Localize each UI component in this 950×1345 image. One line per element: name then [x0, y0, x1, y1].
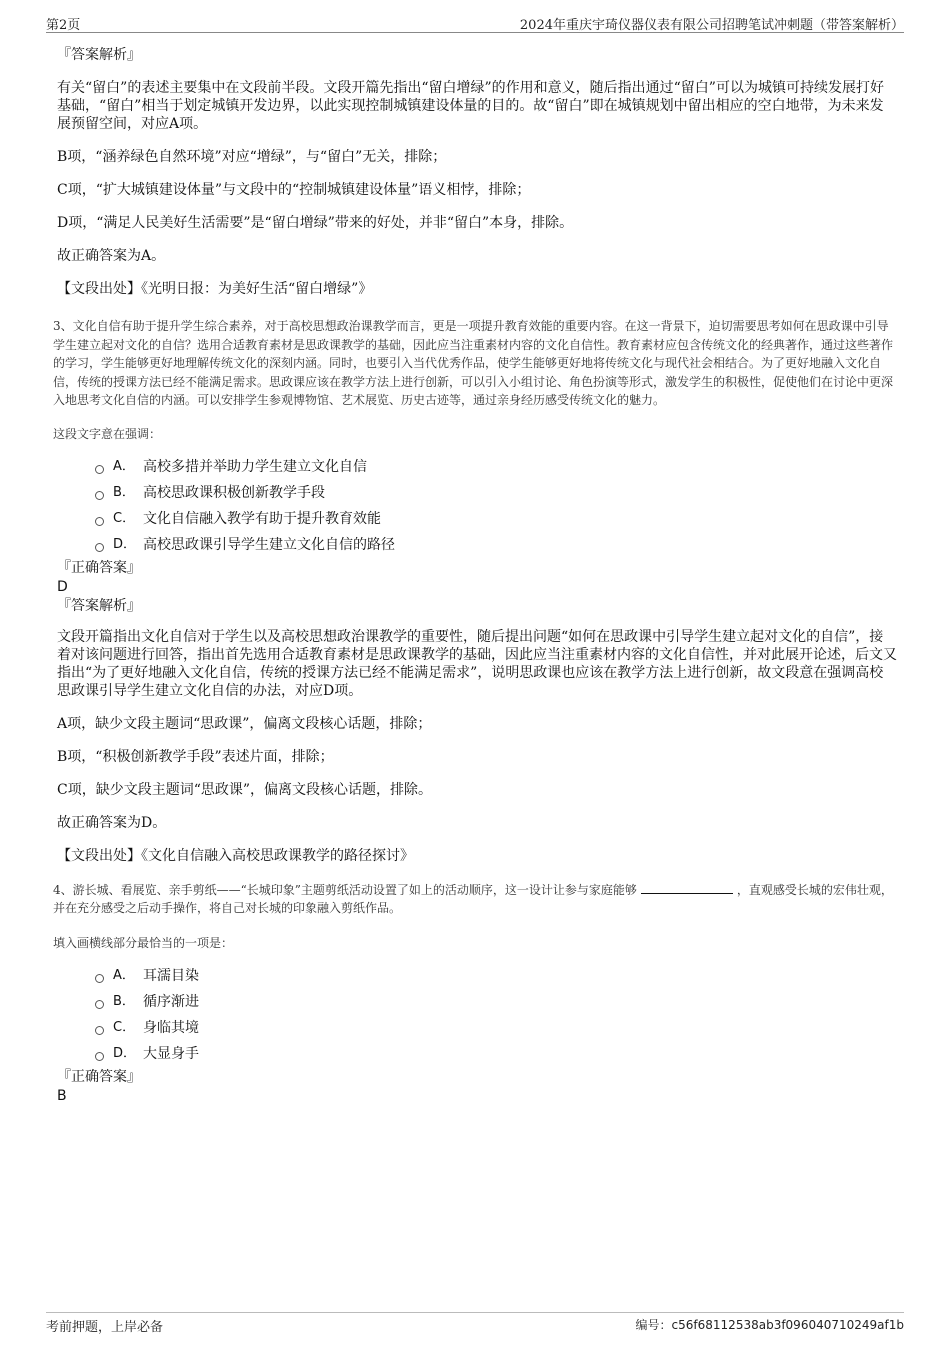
q3-stem: 3、文化自信有助于提升学生综合素养，对于高校思想政治课教学而言，更是一项提升教育效能的重要内容。在这一背景下，迫切需要思考如何在思政课中引导学生建立起对文化的自信？选用合适教育素材是思政课教学的基础，因此应当注重素材内容的文化自信性。教育素材应包含传统文化的经典著作，通过这些著作的学习，学生能够更好地理解传统文化的深刻内涵。同时，也要引入当代优秀作品，使学生能够更好地将传统文化与现代社会相结合。为了更好地融入文化自信，传统的授课方法已经不能满足需求。思政课应该在教学方法上进行创新，可以引入小组讨论、角色扮演等形式，激发学生的积极性，促使他们在讨论中更深入地思考文化自信的内涵。可以安排学生参观博物馆、艺术展览、历史古迹等，通过亲身经历感受传统文化的魅力。: [53, 319, 894, 407]
radio-icon[interactable]: [95, 517, 104, 526]
q2-analysis-option-d: D项，“满足人民美好生活需要”是“留白增绿”带来的好处，并非“留白”本身，排除。: [57, 215, 574, 231]
q2-analysis-label: 『答案解析』: [57, 47, 141, 63]
q2-analysis-option-b: B项，“涵养绿色自然环境”对应“增绿”，与“留白”无关，排除；: [57, 149, 447, 165]
radio-icon[interactable]: [95, 465, 104, 474]
radio-icon[interactable]: [95, 1052, 104, 1061]
radio-icon[interactable]: [95, 491, 104, 500]
q2-analysis-paragraph: 有关“留白”的表述主要集中在文段前半段。文段开篇先指出“留白增绿”的作用和意义，随后指出通过“留白”可以为城镇可持续发展打好基础，“留白”相当于划定城镇开发边界，以此实现控制城镇建设体量的目的。故“留白”即在城镇规划中留出相应的空白地带，为未来发展预留空间，对应A项。: [57, 80, 884, 132]
q3-correct-answer: D: [57, 578, 68, 595]
q2-source: 【文段出处】《光明日报：为美好生活“留白增绿”》: [57, 281, 373, 297]
q3-analysis-option-c: C项，缺少文段主题词“思政课”，偏离文段核心话题，排除。: [57, 781, 433, 798]
q4-option-b[interactable]: B． 循序渐进: [95, 989, 897, 1015]
q3-options: [57, 454, 897, 558]
q4-option-c[interactable]: C． 身临其境: [95, 1015, 897, 1041]
q3-analysis-option-b: B项，“积极创新教学手段”表述片面，排除；: [57, 748, 334, 765]
page-header: [46, 12, 904, 33]
q4-option-a[interactable]: A． 耳濡目染: [95, 963, 897, 989]
radio-icon[interactable]: [95, 543, 104, 552]
q4-option-d[interactable]: D． 大显身手: [95, 1041, 897, 1067]
q4-stem: 4、游长城、看展览、亲手剪纸——“长城印象”主题剪纸活动设置了如上的活动顺序，这一设计让参与家庭能够 ，直观感受长城的宏伟壮观，并在充分感受之后动手操作，将自己对长城的印象融入剪纸作品。: [53, 882, 893, 915]
q2-conclusion: 故正确答案为A。: [57, 248, 166, 264]
q3-prompt: 这段文字意在强调：: [53, 426, 162, 441]
q3-source: 【文段出处】《文化自信融入高校思政课教学的路径探讨》: [57, 847, 414, 864]
document-title: 2024年重庆宇琦仪器仪表有限公司招聘笔试冲刺题（带答案解析）: [519, 18, 904, 33]
q3-correct-label: 『正确答案』: [57, 559, 141, 576]
footer-slogan: 考前押题，上岸必备: [46, 1320, 164, 1335]
q3-option-a[interactable]: A． 高校多措并举助力学生建立文化自信: [95, 454, 897, 480]
document-serial: 编号：c56f68112538ab3f096040710249af1b: [635, 1318, 904, 1332]
q2-analysis-option-c: C项，“扩大城镇建设体量”与文段中的“控制城镇建设体量”语义相悖，排除；: [57, 182, 531, 198]
q4-correct-answer: B: [57, 1087, 67, 1104]
q3-option-b[interactable]: B． 高校思政课积极创新教学手段: [95, 480, 897, 506]
page-footer: [46, 1312, 904, 1335]
q3-option-c[interactable]: C． 文化自信融入教学有助于提升教育效能: [95, 506, 897, 532]
radio-icon[interactable]: [95, 1000, 104, 1009]
q3-analysis-label: 『答案解析』: [57, 597, 141, 614]
radio-icon[interactable]: [95, 1026, 104, 1035]
q3-conclusion: 故正确答案为D。: [57, 814, 167, 831]
radio-icon[interactable]: [95, 974, 104, 983]
q4-correct-label: 『正确答案』: [57, 1068, 141, 1085]
q3-analysis-paragraph: 文段开篇指出文化自信对于学生以及高校思想政治课教学的重要性，随后提出问题“如何在思政课中引导学生建立起对文化的自信”，接着对该问题进行回答，指出首先选用合适教育素材是思政课教学的基础，因此应当注重素材内容的文化自信性，并对此展开论述，后文又指出“为了更好地融入文化自信，传统的授课方法已经不能满足需求”，说明思政课也应该在教学方法上进行创新，故文段意在强调高校思政课引导学生建立文化自信的办法，对应D项。: [57, 628, 897, 699]
page-number: 第2页: [46, 18, 81, 33]
fill-in-blank: [641, 881, 733, 894]
q3-option-d[interactable]: D． 高校思政课引导学生建立文化自信的路径: [95, 532, 897, 558]
q4-options: [57, 963, 897, 1067]
page-content: [53, 45, 897, 1105]
q3-analysis-option-a: A项，缺少文段主题词“思政课”，偏离文段核心话题，排除；: [57, 715, 432, 732]
q4-prompt: 填入画横线部分最恰当的一项是：: [53, 935, 234, 950]
